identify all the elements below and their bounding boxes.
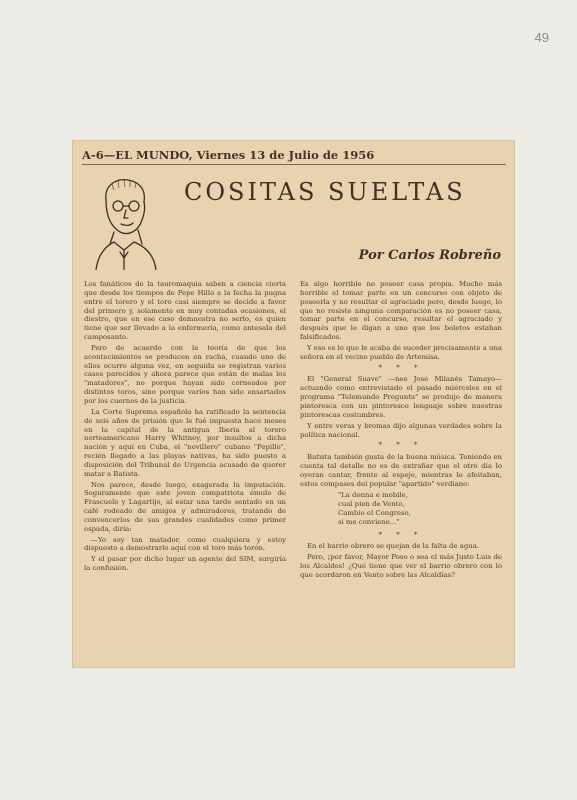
section-separator: * * *: [378, 363, 424, 372]
article-paragraph: Pero de acuerdo con la teoría de que los acontecimientos se producen en racha, cuando uno de ellos ocurre alguna vez, en seguida se registran varios casos parecidos y ahora parece que están de malas los "matadores", no porque hayan sido corneados por distintos toros, sino porque varios han sido ensartados por los cuernos de la justicia.: [84, 343, 286, 405]
verse-line: cual pien de Vento,: [338, 499, 405, 508]
article-paragraph: El "General Suave" —nee José Milanés Tamayo— actuando como entrevistado el pasado miércoles en el programa "Telemundo Pregunta" se produjo de manera pintoresca con un pintoresco lenguaje sobre nuestras pintorescas costumbres.: [300, 375, 502, 419]
article-paragraph: La Corte Suprema española ha ratificado la sentencia de seis años de prisión que le fué impuesta hace meses en la capital de la antigua Iberia al torero norteamericano Harry Whitney, por insultos a dicha nación y aquí en Cuba, el "novillero" cubano "Pepillo", recién llegado a las playas nativas, ha sido puesto a disposición del Tribunal de Urgencia acusado de querer matar a Batista.: [84, 407, 286, 478]
newspaper-header: A-6—EL MUNDO, Viernes 13 de Julio de 1956: [82, 148, 375, 162]
article-paragraph: Los fanáticos de la tauromaquia saben a ciencia cierta que desde los tiempos de Pepe Hillo a la fecha la pugna entre el torero y el toro casi siempre se decide a favor del primero y, solamente en muy contadas ocasiones, el diestro, que en ese caso demuestra no serlo, es quien tiene que ser llevado a la enfermería, como antesala del camposanto.: [84, 280, 286, 342]
article-byline: Por Carlos Robreño: [358, 248, 501, 263]
header-divider: [82, 164, 506, 165]
article-title: COSITAS SUELTAS: [184, 178, 466, 206]
article-paragraph: Pero, ¡por favor, Mayor Poso o sea el más Justo Luis de los Alcaldes! ¿Qué tiene que ver el barrio obrero con lo que acordaron en Vento sobre las Alcaldías?: [300, 553, 502, 579]
verse-line: si me conviene...": [338, 517, 400, 526]
song-verse: [338, 491, 502, 527]
article-paragraph: Y el pasar por dicho lugar un agente del SIM, surgiría la confusión.: [84, 555, 286, 573]
article-left-column: [84, 280, 286, 575]
article-paragraph: —Yo soy tan matador, como cualquiera y estoy dispuesto a demostrarlo aquí con el toro más torón.: [84, 535, 286, 553]
article-paragraph: Es algo horrible no poseer casa propia. Mucho más horrible el tomar parte en un concurso con objeto de poseerla y no resultar el agraciado pero, desde luego, lo que no resiste ninguna comparación es no poseer casa, tomar parte en el concurso, resultar el agraciado y después que le digan a uno que los boletos estaban falsificados.: [300, 280, 502, 342]
section-separator: * * *: [378, 530, 424, 539]
section-separator: * * *: [378, 441, 424, 450]
article-paragraph: Nos parece, desde luego, exagerada la imputación. Seguramente que este joven compatriota émulo de Frascuelo y Lagartijo, al estar una tarde sentado en un café rodeado de amigos y admiradores, tratando de convencerlos de sus grandes cualidades como primer espada, diría:: [84, 480, 286, 533]
article-paragraph: Y entre veras y bromas dijo algunas verdades sobre la política nacional.: [300, 421, 502, 439]
article-paragraph: En el barrio obrero se quejan de la falta de agua.: [307, 542, 479, 551]
author-portrait-sketch: [84, 170, 162, 270]
verse-line: "La donna e mobile,: [338, 490, 408, 499]
page-number: 49: [534, 30, 549, 45]
newspaper-clipping: [72, 140, 515, 668]
article-right-column: [300, 280, 502, 582]
article-paragraph: Y eso es lo que le acaba de suceder precisamente a una señora en el vecino pueblo de Artemisa.: [300, 343, 502, 361]
article-paragraph: Batista también gusta de la buena música. Teniendo en cuenta tal detalle no es de extrañar que el otro día lo oyeran cantar, frente al espejo, mientras lo afeitaban, estos compases del popular "apartido" verdiano:: [300, 453, 502, 488]
verse-line: Cambio el Congreso,: [338, 508, 411, 517]
